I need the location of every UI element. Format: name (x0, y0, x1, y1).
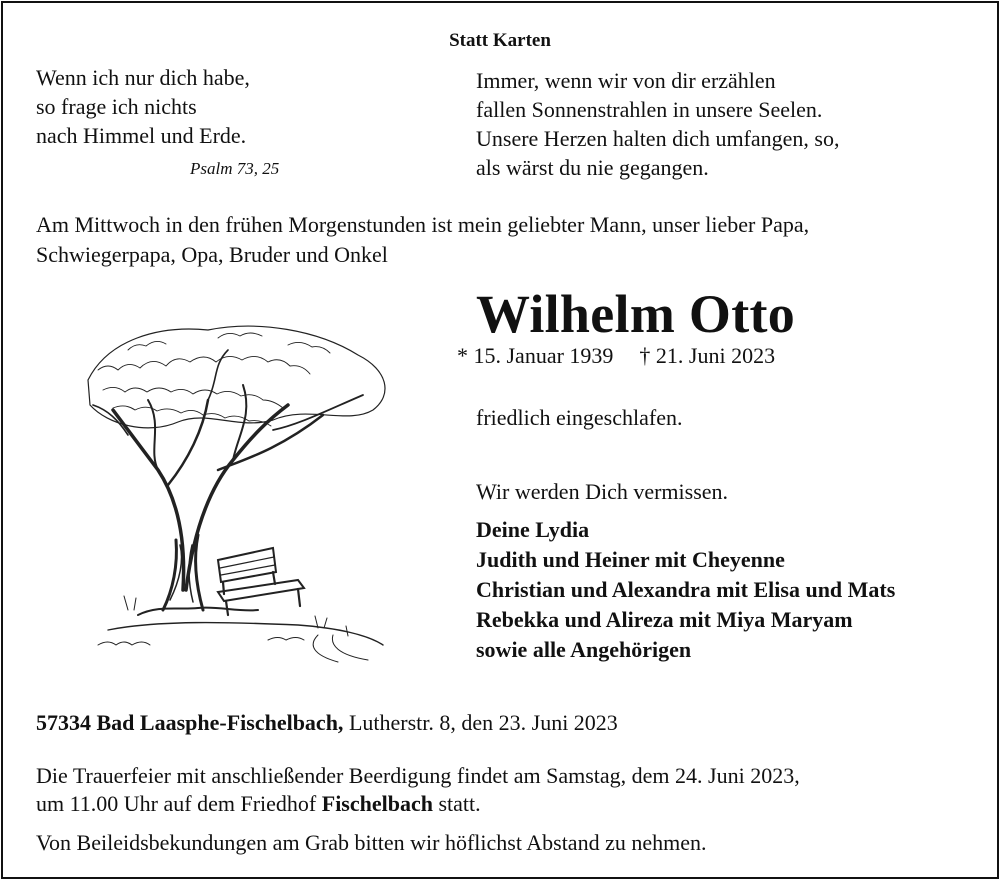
signer-line: Christian und Alexandra mit Elisa und Mats (476, 577, 896, 602)
passed-text: friedlich eingeschlafen. (476, 405, 683, 430)
ceremony-end: statt. (432, 791, 481, 816)
verse-right-line: fallen Sonnenstrahlen in unsere Seelen. (476, 97, 823, 122)
verse-citation: Psalm 73, 25 (190, 159, 280, 178)
verse-right-line: Unsere Herzen halten dich umfangen, so, (476, 126, 840, 151)
address-place: 57334 Bad Laasphe-Fischelbach, (36, 710, 344, 735)
signer-line: Judith und Heiner mit Cheyenne (476, 547, 785, 572)
verse-right-line: Immer, wenn wir von dir erzählen (476, 68, 776, 93)
verse-left-line: so frage ich nichts (36, 94, 197, 119)
verse-right-line: als wärst du nie gegangen. (476, 155, 709, 180)
signer-line: Rebekka und Alireza mit Miya Maryam (476, 607, 853, 632)
address-rest: Lutherstr. 8, den 23. Juni 2023 (343, 710, 618, 735)
ceremony-place: Fischelbach (321, 791, 433, 816)
verse-left-line: nach Himmel und Erde. (36, 123, 247, 148)
deceased-name: Wilhelm Otto (476, 284, 796, 344)
intro-line: Schwiegerpapa, Opa, Bruder und Onkel (36, 242, 388, 267)
verse-left-line: Wenn ich nur dich habe, (36, 65, 250, 90)
intro-line: Am Mittwoch in den frühen Morgenstunden ist mein geliebter Mann, unser lieber Papa, (36, 212, 810, 237)
ceremony-time: um 11.00 Uhr auf dem Friedhof (36, 791, 322, 816)
intro-text (36, 210, 809, 270)
tree-with-bench-icon (68, 310, 398, 670)
death-date: † 21. Juni 2023 (639, 343, 776, 368)
ceremony-line: Die Trauerfeier mit anschließender Beerdigung findet am Samstag, dem 24. Juni 2023, (36, 763, 800, 788)
signer-line: Deine Lydia (476, 517, 590, 542)
signer-line: sowie alle Angehörigen (476, 637, 692, 662)
verse-right (476, 66, 839, 182)
signers-list (476, 515, 895, 665)
header-title: Statt Karten (449, 30, 551, 51)
closing-text: Von Beileidsbekundungen am Grab bitten wir höflichst Abstand zu nehmen. (36, 830, 707, 855)
birth-date: * 15. Januar 1939 (457, 343, 614, 368)
ceremony-line (36, 790, 800, 818)
life-dates (457, 343, 775, 369)
miss-text: Wir werden Dich vermissen. (476, 479, 729, 504)
verse-left (36, 63, 250, 150)
ceremony-text (36, 762, 800, 818)
address-line (36, 710, 618, 736)
